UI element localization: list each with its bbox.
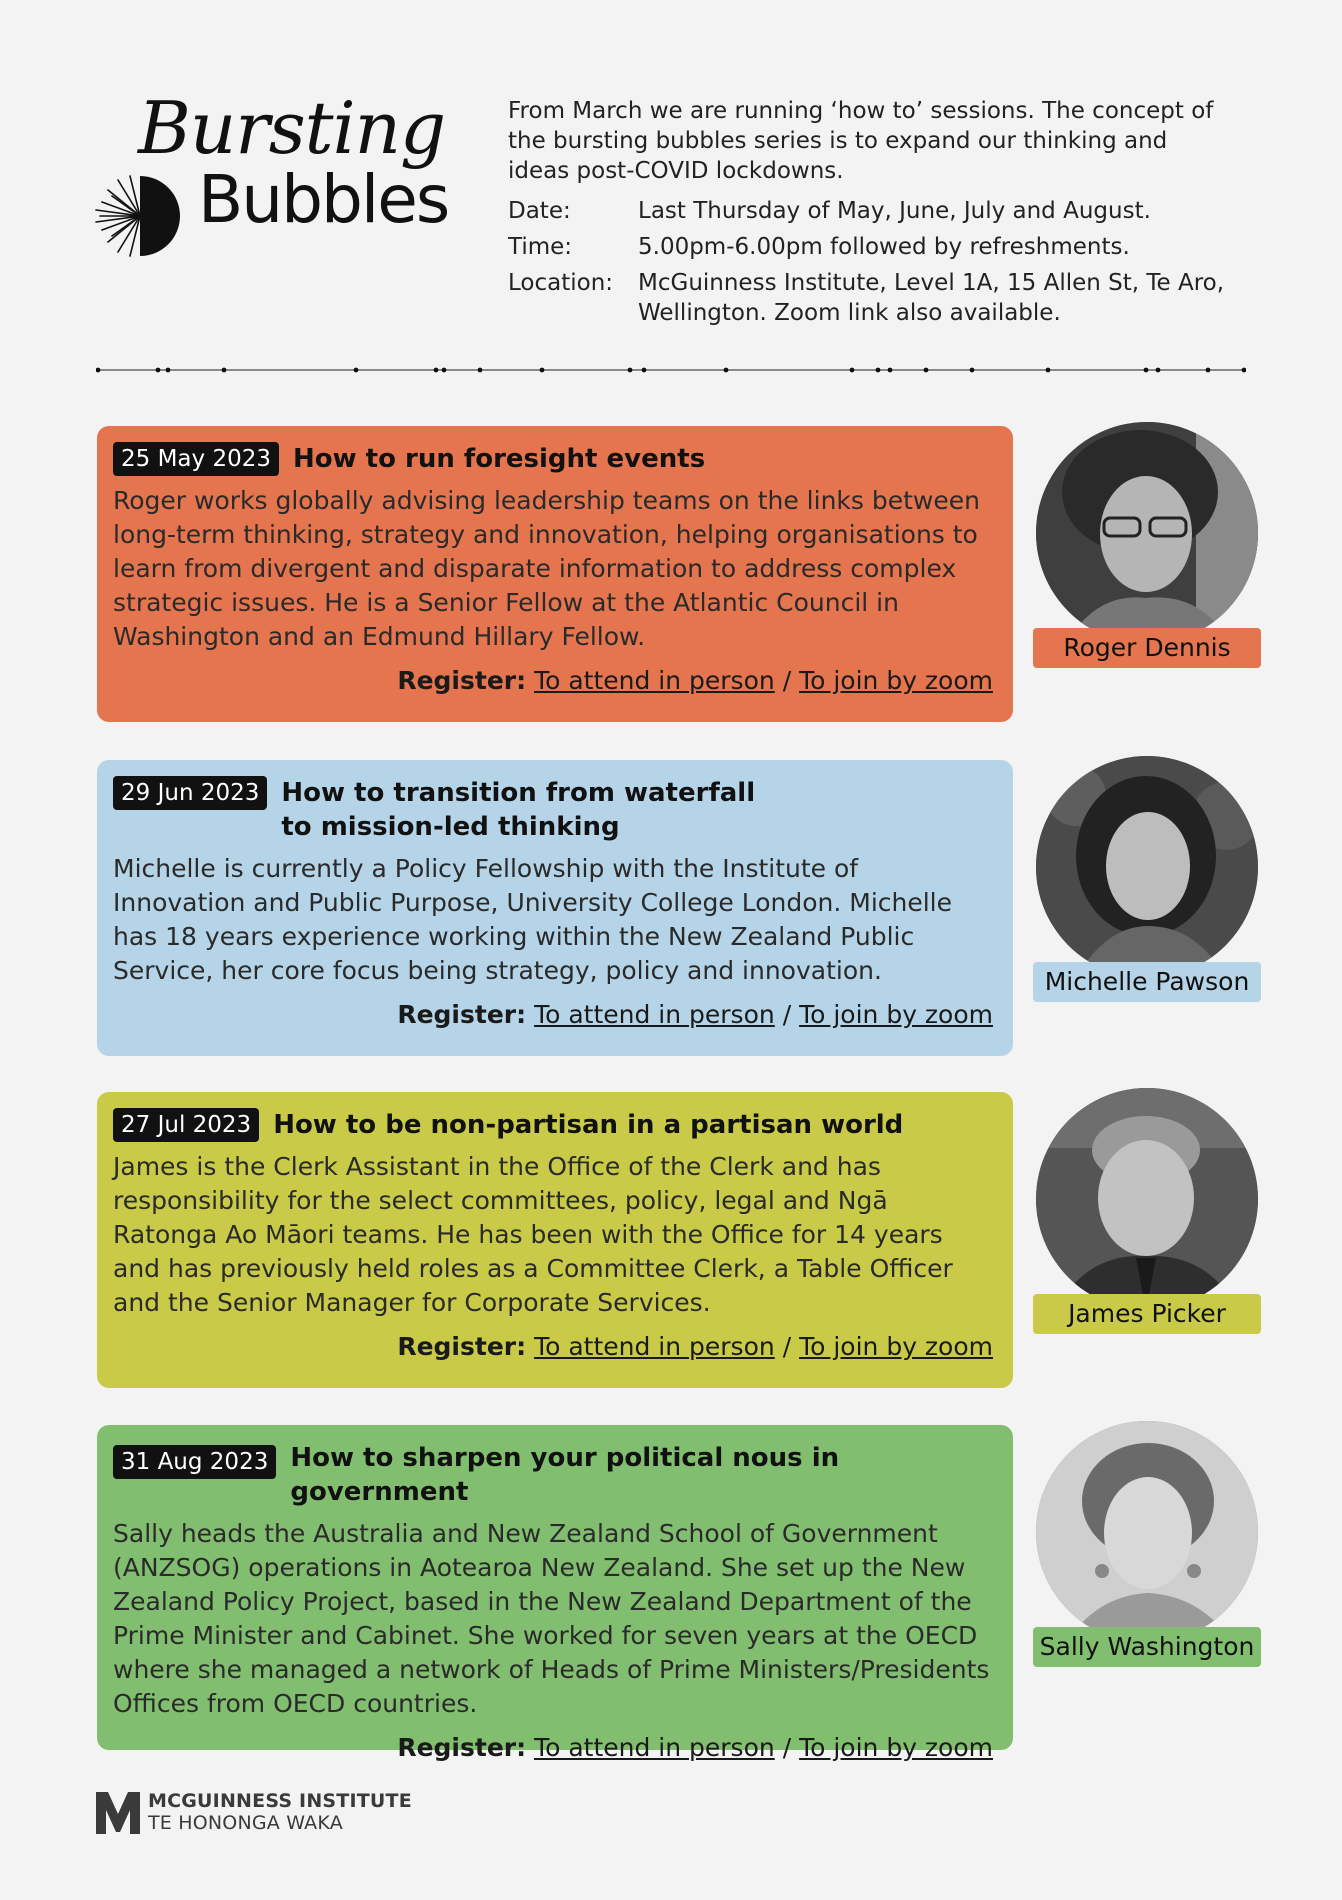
register-row <box>113 1731 993 1765</box>
register-row <box>113 664 993 698</box>
time-label: Time: <box>508 234 573 260</box>
speaker-name-tag: James Picker <box>1033 1294 1261 1334</box>
event-description: Michelle is currently a Policy Fellowship with the Institute of Innovation and Public Purpose, University College London. Michelle has 18 years experience working within the New Zealand Public Service, her core focus being strategy, policy and innovation. <box>113 854 953 985</box>
date-value: Last Thursday of May, June, July and August. <box>638 198 1151 224</box>
register-row <box>113 1330 993 1364</box>
logo-title-line1: Bursting <box>138 86 446 170</box>
institute-name: MCGUINNESS INSTITUTE <box>148 1790 412 1812</box>
speaker-michelle-pawson <box>1032 756 1266 996</box>
speaker-portrait <box>1036 1421 1258 1643</box>
institute-m-icon <box>96 1792 140 1834</box>
speaker-james-picker <box>1032 1088 1266 1328</box>
burst-icon <box>92 170 184 262</box>
link-separator: / <box>782 1000 792 1029</box>
intro-text: From March we are running ‘how to’ sessions. The concept of the bursting bubbles series is to expand our thinking and ideas post-COVID lockdowns. <box>508 98 1214 184</box>
event-card-political-nous <box>97 1425 1013 1762</box>
event-info-table <box>508 196 1248 334</box>
event-title: How to run foresight events <box>292 444 706 474</box>
event-title: How to transition from waterfall to mission-led thinking <box>281 778 756 842</box>
register-label: Register: <box>397 666 527 695</box>
join-by-zoom-link[interactable]: To join by zoom <box>799 1000 993 1029</box>
bursting-bubbles-logo <box>92 88 472 268</box>
join-by-zoom-link[interactable]: To join by zoom <box>799 1733 993 1762</box>
speaker-portrait <box>1036 1088 1258 1310</box>
event-card-non-partisan <box>97 1092 1013 1388</box>
event-date-badge: 29 Jun 2023 <box>113 776 267 810</box>
event-date-badge: 31 Aug 2023 <box>113 1445 276 1479</box>
speaker-name-tag: Sally Washington <box>1033 1627 1261 1667</box>
institute-maori-name: TE HONONGA WAKA <box>148 1812 343 1834</box>
event-description: James is the Clerk Assistant in the Office of the Clerk and has responsibility for the select committees, policy, legal and Ngā Ratonga Ao Māori teams. He has been with the Office for 14 years and has previously held roles as a Committee Clerk, a Table Officer and the Senior Manager for Corporate Services. <box>113 1152 953 1317</box>
mcguinness-institute-logo <box>96 1790 496 1836</box>
speaker-portrait <box>1036 422 1258 644</box>
logo-title-line2: Bubbles <box>198 161 449 238</box>
join-by-zoom-link[interactable]: To join by zoom <box>799 1332 993 1361</box>
join-by-zoom-link[interactable]: To join by zoom <box>799 666 993 695</box>
speaker-roger-dennis <box>1032 422 1266 662</box>
intro-section <box>508 96 1248 334</box>
event-date-badge: 25 May 2023 <box>113 442 279 476</box>
speaker-name-tag: Roger Dennis <box>1033 628 1261 668</box>
attend-in-person-link[interactable]: To attend in person <box>534 1332 775 1361</box>
dotted-divider <box>96 364 1246 376</box>
event-title: How to be non-partisan in a partisan world <box>273 1110 904 1140</box>
link-separator: / <box>782 1733 792 1762</box>
speaker-portrait <box>1036 756 1258 978</box>
attend-in-person-link[interactable]: To attend in person <box>534 1000 775 1029</box>
event-description: Roger works globally advising leadership teams on the links between long-term thinking, strategy and innovation, helping organisations to learn from divergent and disparate information to address complex strategic issues. He is a Senior Fellow at the Atlantic Council in Washington and an Edmund Hillary Fellow. <box>113 486 980 651</box>
speaker-name-tag: Michelle Pawson <box>1033 962 1261 1002</box>
event-title: How to sharpen your political nous in government <box>290 1443 840 1507</box>
location-value: McGuinness Institute, Level 1A, 15 Allen St, Te Aro, Wellington. Zoom link also available. <box>638 270 1225 326</box>
register-row <box>113 998 993 1032</box>
time-value: 5.00pm-6.00pm followed by refreshments. <box>638 234 1130 260</box>
attend-in-person-link[interactable]: To attend in person <box>534 666 775 695</box>
event-description: Sally heads the Australia and New Zealand School of Government (ANZSOG) operations in Aotearoa New Zealand. She set up the New Zealand Policy Project, based in the New Zealand Department of the Prime Minister and Cabinet. She worked for seven years at the OECD where she managed a network of Heads of Prime Ministers/Presidents Offices from OECD countries. <box>113 1519 990 1718</box>
speaker-sally-washington <box>1032 1421 1266 1661</box>
link-separator: / <box>782 1332 792 1361</box>
location-label: Location: <box>508 270 614 296</box>
event-card-foresight <box>97 426 1013 722</box>
attend-in-person-link[interactable]: To attend in person <box>534 1733 775 1762</box>
event-date-badge: 27 Jul 2023 <box>113 1108 259 1142</box>
date-label: Date: <box>508 198 571 224</box>
event-card-mission-led <box>97 760 1013 1056</box>
register-label: Register: <box>397 1000 527 1029</box>
register-label: Register: <box>397 1332 527 1361</box>
register-label: Register: <box>397 1733 527 1762</box>
link-separator: / <box>782 666 792 695</box>
